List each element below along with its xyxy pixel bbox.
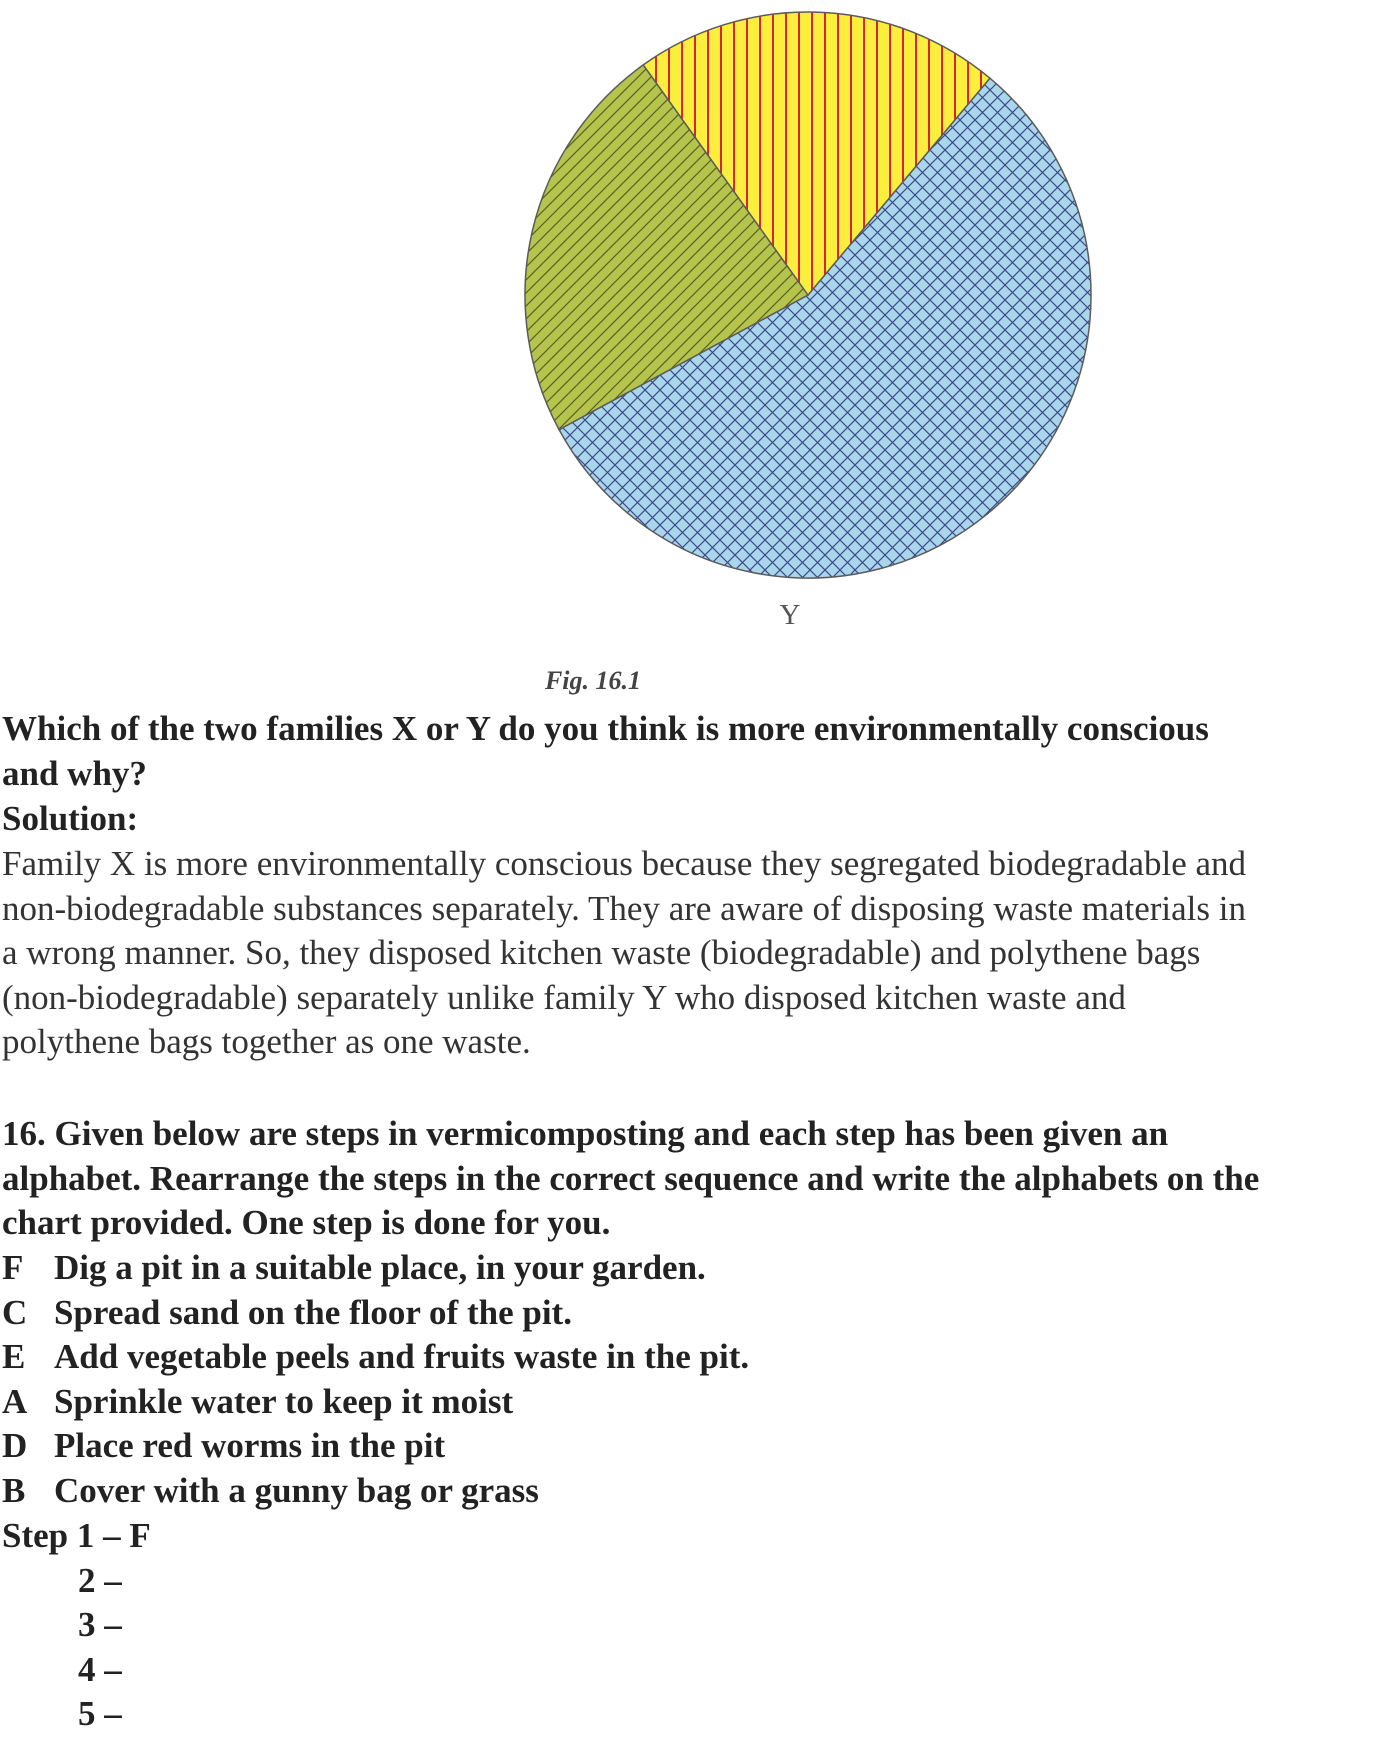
answer-step-blank: 5 –: [78, 1694, 122, 1734]
step-item: [2, 1335, 1388, 1380]
question-16-text: [2, 1112, 1388, 1246]
solution-line: polythene bags together as one waste.: [2, 1022, 531, 1062]
solution-line: non-biodegradable substances separately. They are aware of disposing waste materials in: [2, 888, 1247, 928]
steps-list: [2, 1246, 1388, 1514]
step-text: Sprinkle water to keep it moist: [54, 1381, 514, 1421]
step-letter: F: [2, 1248, 24, 1287]
step-letter: A: [2, 1381, 28, 1421]
step-text: Cover with a gunny bag or grass: [54, 1470, 539, 1510]
pie-slices: [525, 12, 1091, 578]
question-line: Which of the two families X or Y do you think is more environmentally conscious: [2, 709, 1209, 748]
question-16-line: chart provided. One step is done for you.: [2, 1203, 611, 1243]
figure-caption: Fig. 16.1: [544, 666, 642, 695]
step-letter: C: [2, 1292, 28, 1332]
step-item: [2, 1469, 1388, 1514]
step-item: [2, 1424, 1388, 1469]
question-16-line: 16. Given below are steps in vermicomposting and each step has been given an: [2, 1114, 1169, 1153]
pie-chart-figure: [0, 0, 1394, 700]
answer-step-blank: 3 –: [78, 1605, 122, 1645]
step-item: [2, 1291, 1388, 1336]
solution-text: [2, 842, 1388, 1065]
question-line: and why?: [2, 753, 147, 793]
step-text: Dig a pit in a suitable place, in your garden.: [54, 1248, 706, 1287]
step-text: Place red worms in the pit: [54, 1426, 446, 1466]
answer-step-blank: 2 –: [78, 1560, 122, 1600]
step-item: [2, 1246, 1388, 1291]
step-text: Spread sand on the floor of the pit.: [54, 1292, 572, 1332]
step-letter: E: [2, 1337, 26, 1377]
solution-line: Family X is more environmentally conscious because they segregated biodegradable and: [2, 844, 1247, 883]
solution-heading: Solution:: [2, 799, 139, 838]
step-letter: D: [2, 1426, 28, 1466]
step-text: Add vegetable peels and fruits waste in the pit.: [54, 1337, 750, 1377]
answer-step-1: Step 1 – F: [2, 1516, 151, 1555]
question-text: [2, 707, 1388, 796]
question-16-line: alphabet. Rearrange the steps in the correct sequence and write the alphabets on the: [2, 1158, 1260, 1198]
pie-label-y: Y: [779, 599, 801, 631]
step-letter: B: [2, 1470, 26, 1510]
solution-line: (non-biodegradable) separately unlike family Y who disposed kitchen waste and: [2, 977, 1126, 1017]
step-item: [2, 1380, 1388, 1425]
answer-step-blank: 4 –: [78, 1649, 122, 1689]
solution-line: a wrong manner. So, they disposed kitchen waste (biodegradable) and polythene bags: [2, 933, 1201, 973]
answer-chart: [2, 1514, 1388, 1737]
